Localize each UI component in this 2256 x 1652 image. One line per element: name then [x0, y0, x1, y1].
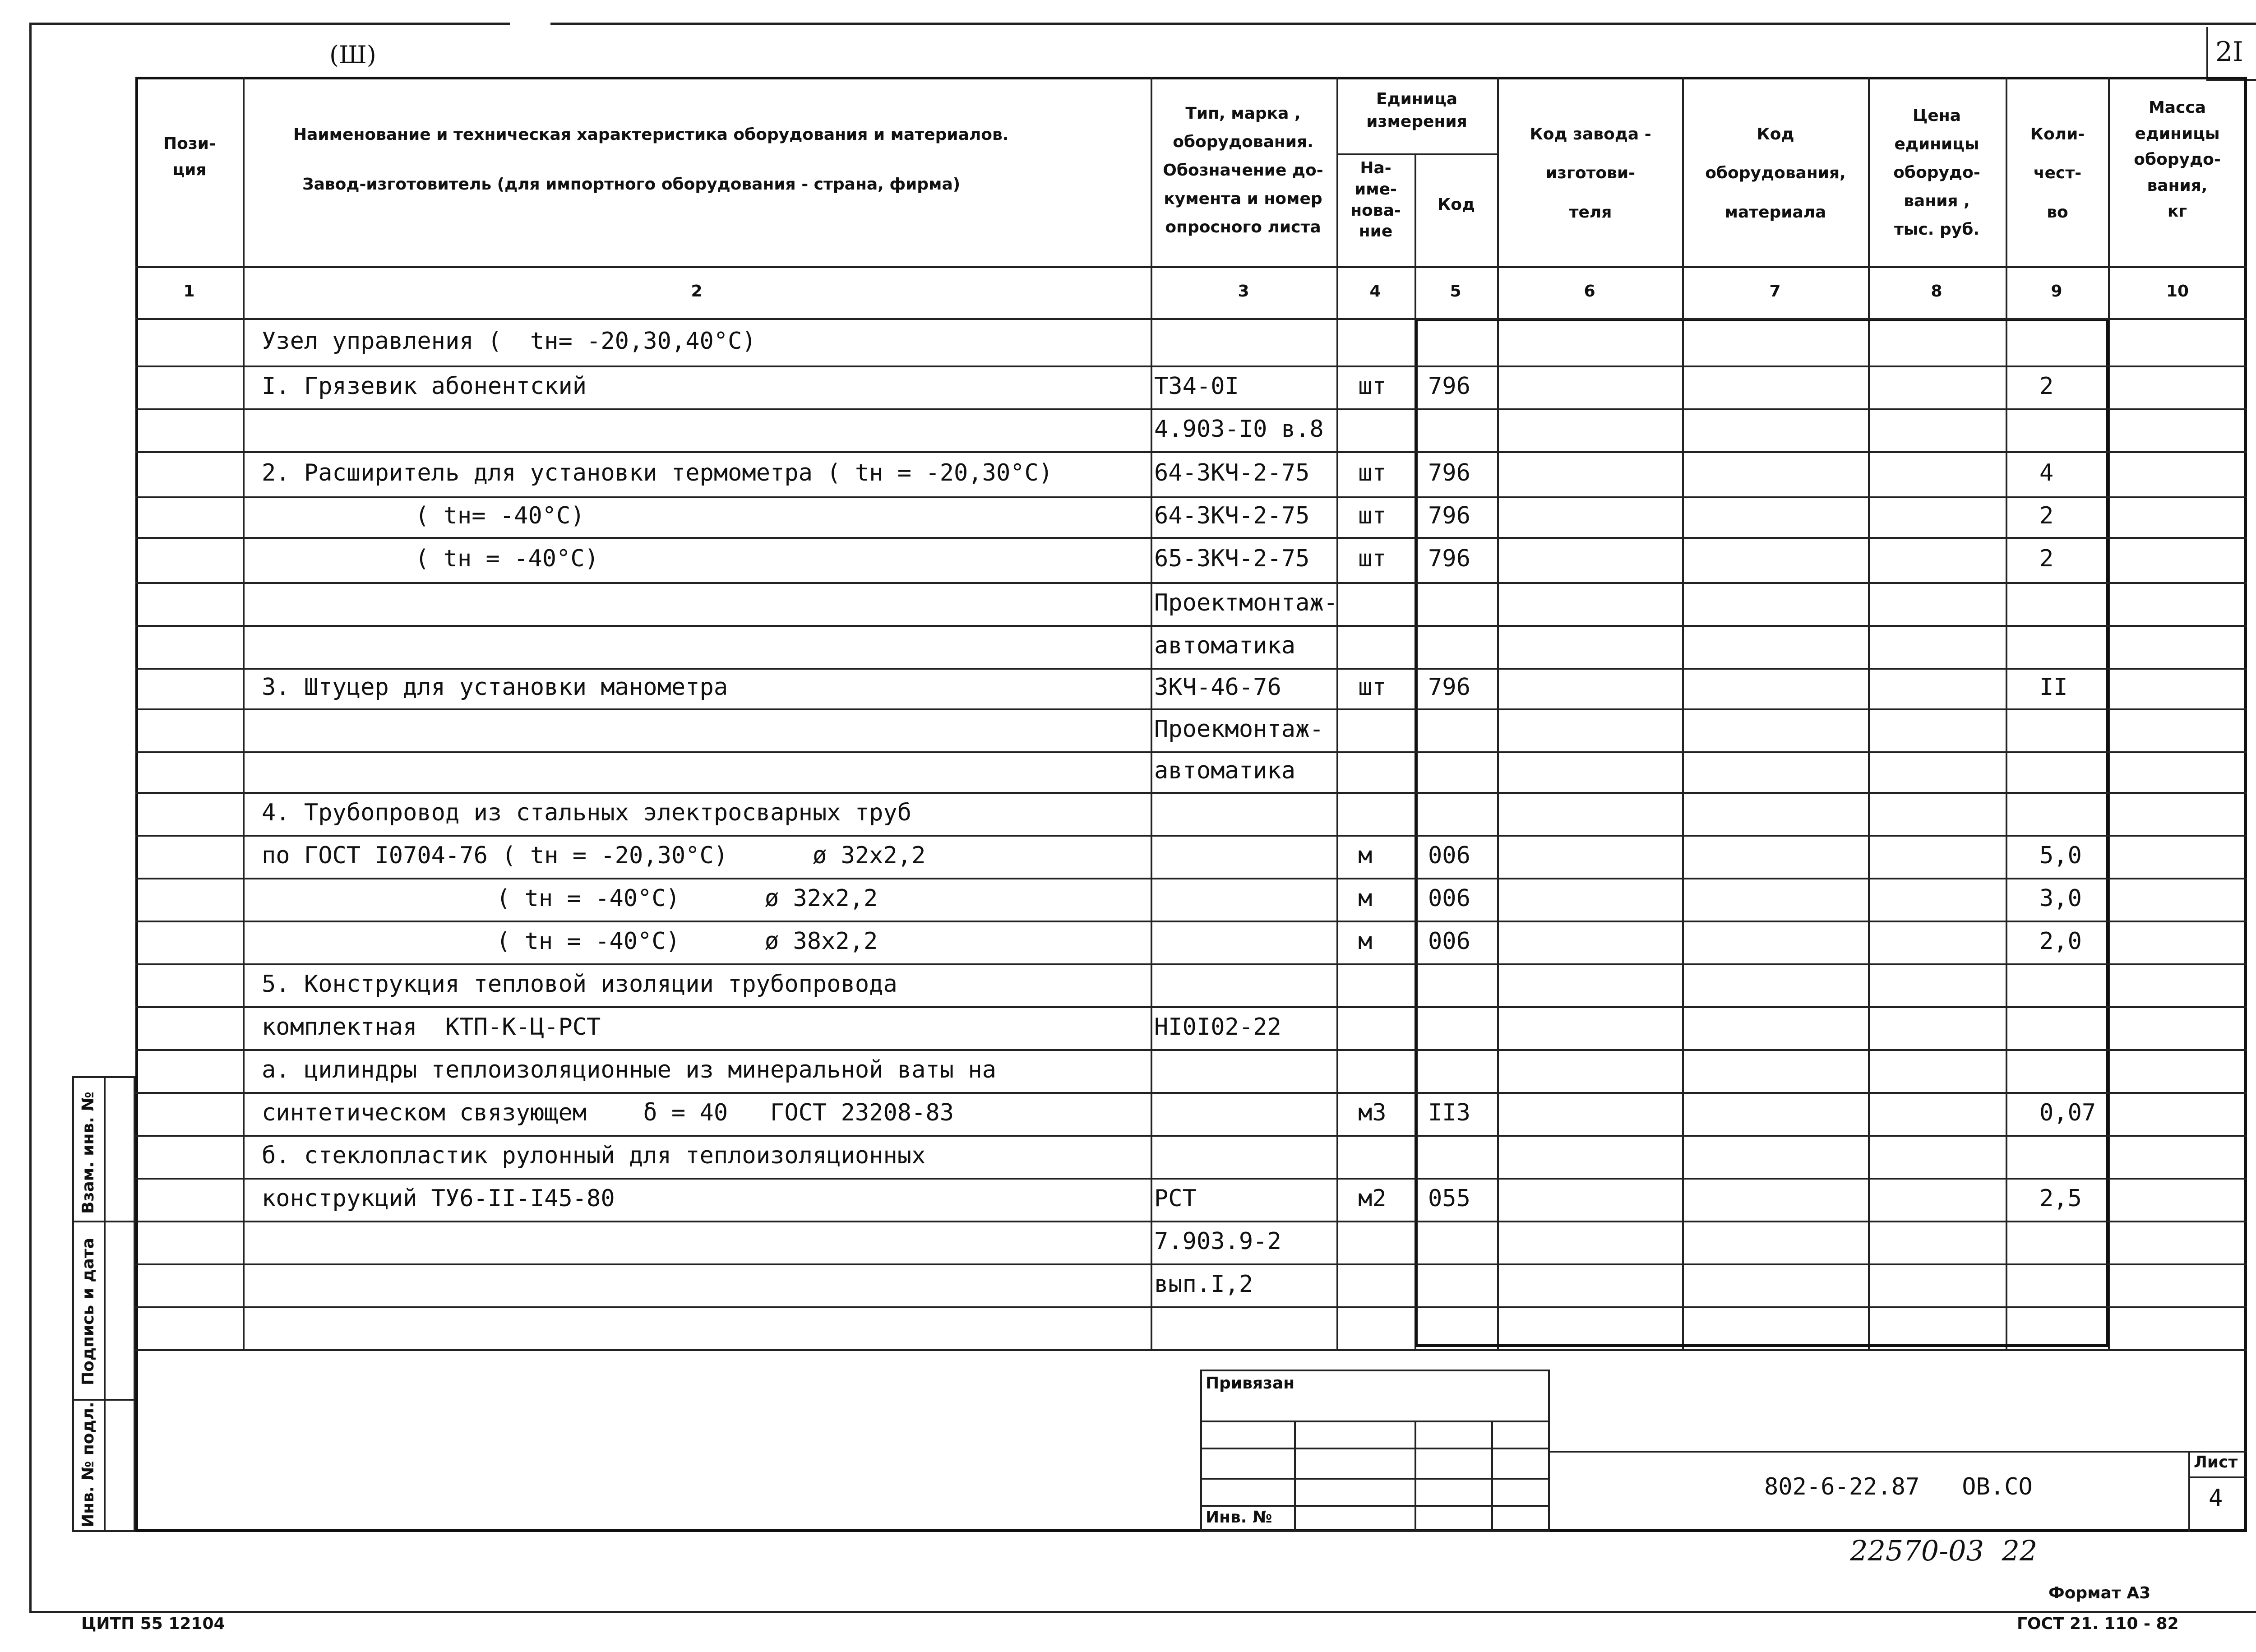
row-line: [135, 963, 2247, 965]
side-stamp-inv: Инв. № подл.: [79, 1402, 97, 1527]
col6-header: Код завода - изготови- теля: [1530, 125, 1651, 222]
row-name: ( tн = -40°С): [415, 545, 599, 572]
doc-code: 802-6-22.87 ОВ.СО: [1764, 1473, 2033, 1500]
column-number: 3: [1238, 282, 1249, 301]
row-qty: 2: [2039, 372, 2054, 400]
row-name: конструкций ТУ6-II-I45-80: [262, 1185, 615, 1212]
row-qty: 3,0: [2039, 884, 2082, 912]
row-line: [135, 408, 2247, 410]
column-number: 5: [1450, 282, 1461, 301]
row-line: [135, 751, 2247, 753]
row-code: 796: [1428, 545, 1470, 572]
inv-no-label: Инв. №: [1206, 1508, 1272, 1527]
privyazan-line: [1200, 1421, 1550, 1422]
row-line: [135, 625, 2247, 627]
row-code: 055: [1428, 1185, 1470, 1212]
row-line: [135, 921, 2247, 922]
side-stamp-line: [72, 1221, 135, 1222]
row-unit: м: [1358, 884, 1373, 912]
list-box-line: [2188, 1476, 2247, 1478]
row-code: II3: [1428, 1099, 1470, 1126]
col8-header: Цена единицы оборудо- вания , тыс. руб.: [1893, 106, 1980, 239]
row-doc: Проекмонтаж-: [1154, 715, 1324, 743]
row-name: комплектная КТП-К-Ц-РСТ: [262, 1013, 601, 1041]
row-line: [135, 366, 2247, 367]
row-doc: Проектмонтаж-: [1154, 589, 1338, 616]
row-name: I. Грязевик абонентский: [262, 372, 587, 400]
row-line: [135, 451, 2247, 453]
column-number: 9: [2051, 282, 2062, 301]
row-code: 796: [1428, 674, 1470, 701]
row-name: 2. Расширитель для установки термометра ( tн = -20,30°С): [262, 459, 1053, 486]
row-doc: 64-ЗКЧ-2-75: [1154, 502, 1310, 529]
row-line: [135, 537, 2247, 539]
list-label: Лист: [2194, 1453, 2238, 1472]
row-qty: 0,07: [2039, 1099, 2096, 1126]
row-name: 5. Конструкция тепловой изоляции трубопровода: [262, 970, 897, 998]
header-bottom-line: [135, 266, 2247, 268]
row-line: [135, 792, 2247, 794]
row-doc: автоматика: [1154, 632, 1296, 659]
row-code: 796: [1428, 502, 1470, 529]
row-qty: 5,0: [2039, 842, 2082, 869]
row-line: [135, 1092, 2247, 1094]
column-number: 8: [1931, 282, 1942, 301]
outer-frame-top-right: [550, 23, 2256, 25]
row-code: 006: [1428, 927, 1470, 955]
row-name: ( tн = -40°С) ø 32x2,2: [496, 884, 878, 912]
outer-frame-top-left: [29, 23, 510, 25]
column-number: 10: [2166, 282, 2189, 301]
row-doc: НI0I02-22: [1154, 1013, 1281, 1041]
row-qty: 2,0: [2039, 927, 2082, 955]
column-number: 6: [1584, 282, 1595, 301]
side-stamp-line: [72, 1399, 135, 1401]
row-unit: м: [1358, 842, 1373, 869]
handwritten-number: 22570-03 22: [1850, 1534, 2038, 1567]
row-code: 796: [1428, 372, 1470, 400]
privyazan-label: Привязан: [1206, 1374, 1295, 1393]
column-number: 7: [1769, 282, 1781, 301]
row-code: 006: [1428, 884, 1470, 912]
privyazan-line: [1200, 1505, 1550, 1507]
privyazan-line: [1294, 1421, 1296, 1532]
row-line: [135, 1049, 2247, 1051]
row-unit: шт: [1358, 459, 1387, 486]
row-unit: м3: [1358, 1099, 1387, 1126]
row-qty: 2,5: [2039, 1185, 2082, 1212]
col9-header: Коли- чест- во: [2030, 125, 2085, 222]
format-label: Формат А3: [2048, 1584, 2151, 1602]
row-line: [135, 668, 2247, 670]
citp-label: ЦИТП 55 12104: [81, 1615, 225, 1633]
side-stamp-podpis: Подпись и дата: [79, 1238, 97, 1385]
col1-header: Пози- ция: [163, 134, 216, 179]
row-name: Узел управления ( tн= -20,30,40°С): [262, 327, 756, 355]
row-name: 3. Штуцер для установки манометра: [262, 674, 728, 701]
privyazan-line: [1491, 1421, 1493, 1532]
row-line: [135, 835, 2247, 837]
row-name: синтетическом связующем δ = 40 ГОСТ 23208-83: [262, 1099, 954, 1126]
col3-header: Тип, марка , оборудования. Обозначение до- кумента и номер опросного листа: [1163, 104, 1323, 236]
row-line: [135, 1349, 2247, 1351]
row-doc: 7.903.9-2: [1154, 1227, 1281, 1255]
row-line: [135, 1178, 2247, 1180]
side-stamp-line: [104, 1076, 106, 1532]
row-name: а. цилиндры теплоизоляционные из минеральной ваты на: [262, 1056, 996, 1083]
row-doc: вып.I,2: [1154, 1270, 1253, 1298]
row-doc: 4.903-I0 в.8: [1154, 415, 1324, 443]
numbers-bottom-line: [135, 318, 2247, 320]
row-unit: шт: [1358, 545, 1387, 572]
row-unit: шт: [1358, 674, 1387, 701]
row-unit: шт: [1358, 372, 1387, 400]
row-doc: автоматика: [1154, 757, 1296, 784]
row-line: [135, 878, 2247, 879]
privyazan-line: [1200, 1448, 1550, 1449]
row-doc: 64-ЗКЧ-2-75: [1154, 459, 1310, 486]
row-unit: м: [1358, 927, 1373, 955]
col7-header: Код оборудования, материала: [1705, 125, 1846, 222]
row-name: ( tн= -40°С): [415, 502, 585, 529]
list-number: 4: [2209, 1485, 2223, 1512]
row-line: [135, 1221, 2247, 1222]
row-line: [135, 1263, 2247, 1265]
column-number: 4: [1369, 282, 1381, 301]
row-line: [135, 1006, 2247, 1008]
row-name: 4. Трубопровод из стальных электросварных труб: [262, 799, 912, 826]
row-name: ( tн = -40°С) ø 38x2,2: [496, 927, 878, 955]
row-name: по ГОСТ I0704-76 ( tн = -20,30°С) ø 32x2,2: [262, 842, 926, 869]
column-number: 1: [183, 282, 195, 301]
unit-group-header: Единица измерения: [1366, 90, 1467, 131]
column-number: 2: [691, 282, 703, 301]
row-line: [135, 582, 2247, 584]
privyazan-line: [1200, 1478, 1550, 1480]
row-line: [135, 1135, 2247, 1137]
unit-header-line: [1336, 153, 1497, 155]
section-marker: (Ш): [329, 41, 376, 69]
privyazan-line: [1415, 1421, 1416, 1532]
row-qty: 2: [2039, 502, 2054, 529]
row-line: [135, 496, 2247, 498]
top-page-number: 2I: [2215, 36, 2243, 68]
row-qty: II: [2039, 674, 2068, 701]
col4-header: На- име- нова- ние: [1350, 159, 1401, 241]
data-block-border: [1415, 318, 2109, 1347]
row-doc: Т34-0I: [1154, 372, 1239, 400]
row-name: б. стеклопластик рулонный для теплоизоляционных: [262, 1142, 926, 1169]
privyazan-block: [1200, 1370, 1550, 1532]
col2-header-line1: Наименование и техническая характеристика оборудования и материалов.: [293, 125, 1009, 144]
gost-label: ГОСТ 21. 110 - 82: [2017, 1615, 2179, 1633]
row-qty: 4: [2039, 459, 2054, 486]
row-doc: ЗКЧ-46-76: [1154, 674, 1281, 701]
col5-header: Код: [1437, 195, 1475, 214]
row-doc: РСТ: [1154, 1185, 1197, 1212]
col10-header: Масса единицы оборудо- вания, кг: [2134, 98, 2221, 221]
row-code: 796: [1428, 459, 1470, 486]
row-unit: м2: [1358, 1185, 1387, 1212]
row-line: [135, 1306, 2247, 1308]
row-line: [135, 708, 2247, 710]
row-qty: 2: [2039, 545, 2054, 572]
side-stamp-vzam: Взам. инв. №: [79, 1092, 97, 1214]
row-unit: шт: [1358, 502, 1387, 529]
col2-header-line2: Завод-изготовитель (для импортного оборудования - страна, фирма): [302, 175, 961, 194]
row-code: 006: [1428, 842, 1470, 869]
row-doc: 65-ЗКЧ-2-75: [1154, 545, 1310, 572]
